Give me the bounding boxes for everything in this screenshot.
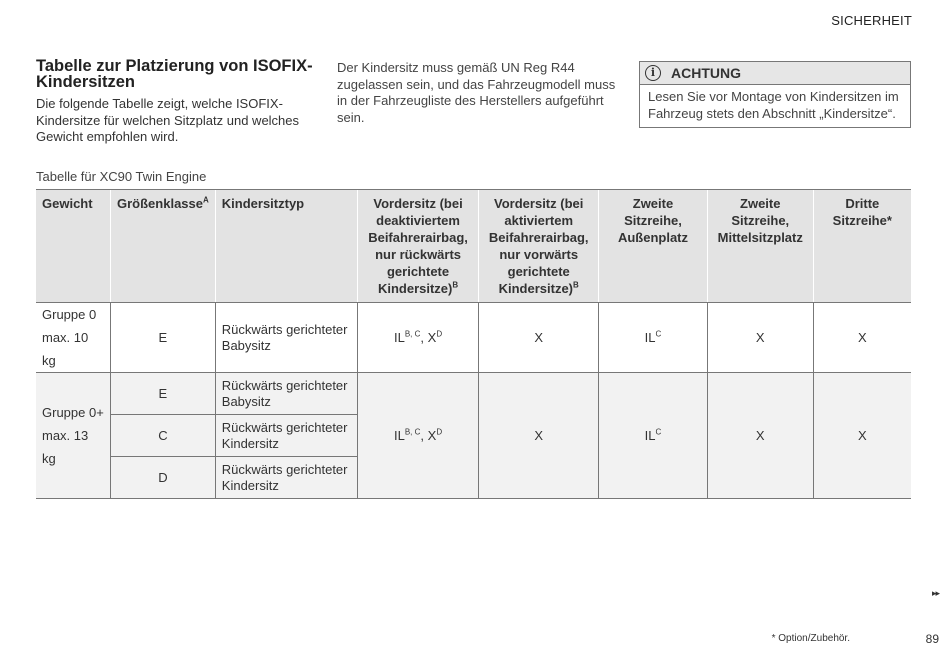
front-airbag-on-cell: X [479,373,599,499]
seat-type-cell: Rückwärts gerichteter Kindersitz [215,415,357,457]
page-title: Tabelle zur Platzierung von ISOFIX-Kindersitzen [36,57,313,91]
group-max-weight: max. 13 kg [42,428,89,466]
size-class-cell: E [111,303,216,373]
page-number: 89 [925,632,939,646]
size-class-cell: E [111,373,216,415]
header-front-airbag-on: Vordersitz (bei aktiviertem Beifahrerairbag, nur vorwärts gerichtete Kindersitze)$^B$ [479,190,599,303]
third-row-cell: X [813,373,911,499]
second-row-middle-cell: X [707,303,813,373]
seat-type-cell: Rückwärts gerichteter Babysitz [215,303,357,373]
seat-type-cell: Rückwärts gerichteter Kindersitz [215,457,357,499]
info-icon: i [645,65,661,81]
warning-title: ACHTUNG [671,65,741,81]
header-third-row: Dritte Sitzreihe* [813,190,911,303]
front-airbag-off-cell: $IL^{B, C}$, $X^D$ [357,373,479,499]
size-class-cell: C [111,415,216,457]
table-row [36,303,911,373]
group-name: Gruppe 0+ [42,405,104,420]
weight-cell [36,373,111,499]
front-airbag-on-cell: X [479,303,599,373]
size-class-cell: D [111,457,216,499]
table-row [36,373,911,415]
header-size-class: Größenklasse$^A$ [111,190,216,303]
approval-text: Der Kindersitz muss gemäß UN Reg R44 zugelassen sein, und das Fahrzeugmodell muss in der Fahrzeugliste des Herstellers aufgeführt sein. [337,60,616,125]
header-seat-type: Kindersitztyp [215,190,357,303]
section-title: SICHERHEIT [831,13,912,28]
third-row-cell: X [813,303,911,373]
isofix-table [36,189,911,499]
warning-text: Lesen Sie vor Montage von Kindersitzen im Fahrzeug stets den Abschnitt „Kindersitze“. [648,89,899,121]
warning-header [640,62,910,85]
warning-box [639,61,911,128]
header-second-row-outer: Zweite Sitzreihe, Außenplatz [599,190,708,303]
fast-forward-icon[interactable]: ▸▸ [931,588,939,598]
footnote: * Option/Zubehör. [771,633,850,644]
table-header-row [36,190,911,303]
intro-text: Die folgende Tabelle zeigt, welche ISOFIX-Kindersitze für welchen Sitzplatz und welches Gewicht empfohlen wird. [36,96,300,144]
header-second-row-middle: Zweite Sitzreihe, Mittelsitzplatz [707,190,813,303]
group-max-weight: max. 10 kg [42,330,89,368]
group-name: Gruppe 0 [42,307,97,322]
second-row-outer-cell: $IL^C$ [599,373,708,499]
seat-type-cell: Rückwärts gerichteter Babysitz [215,373,357,415]
header-front-airbag-off: Vordersitz (bei deaktiviertem Beifahrerairbag, nur rückwärts gerichtete Kindersitze)$^B$ [357,190,479,303]
second-row-middle-cell: X [707,373,813,499]
front-airbag-off-cell: $IL^{B, C}$, $X^D$ [357,303,479,373]
header-weight: Gewicht [36,190,111,303]
weight-cell [36,303,111,373]
table-caption: Tabelle für XC90 Twin Engine [36,169,207,184]
second-row-outer-cell: $IL^C$ [599,303,708,373]
